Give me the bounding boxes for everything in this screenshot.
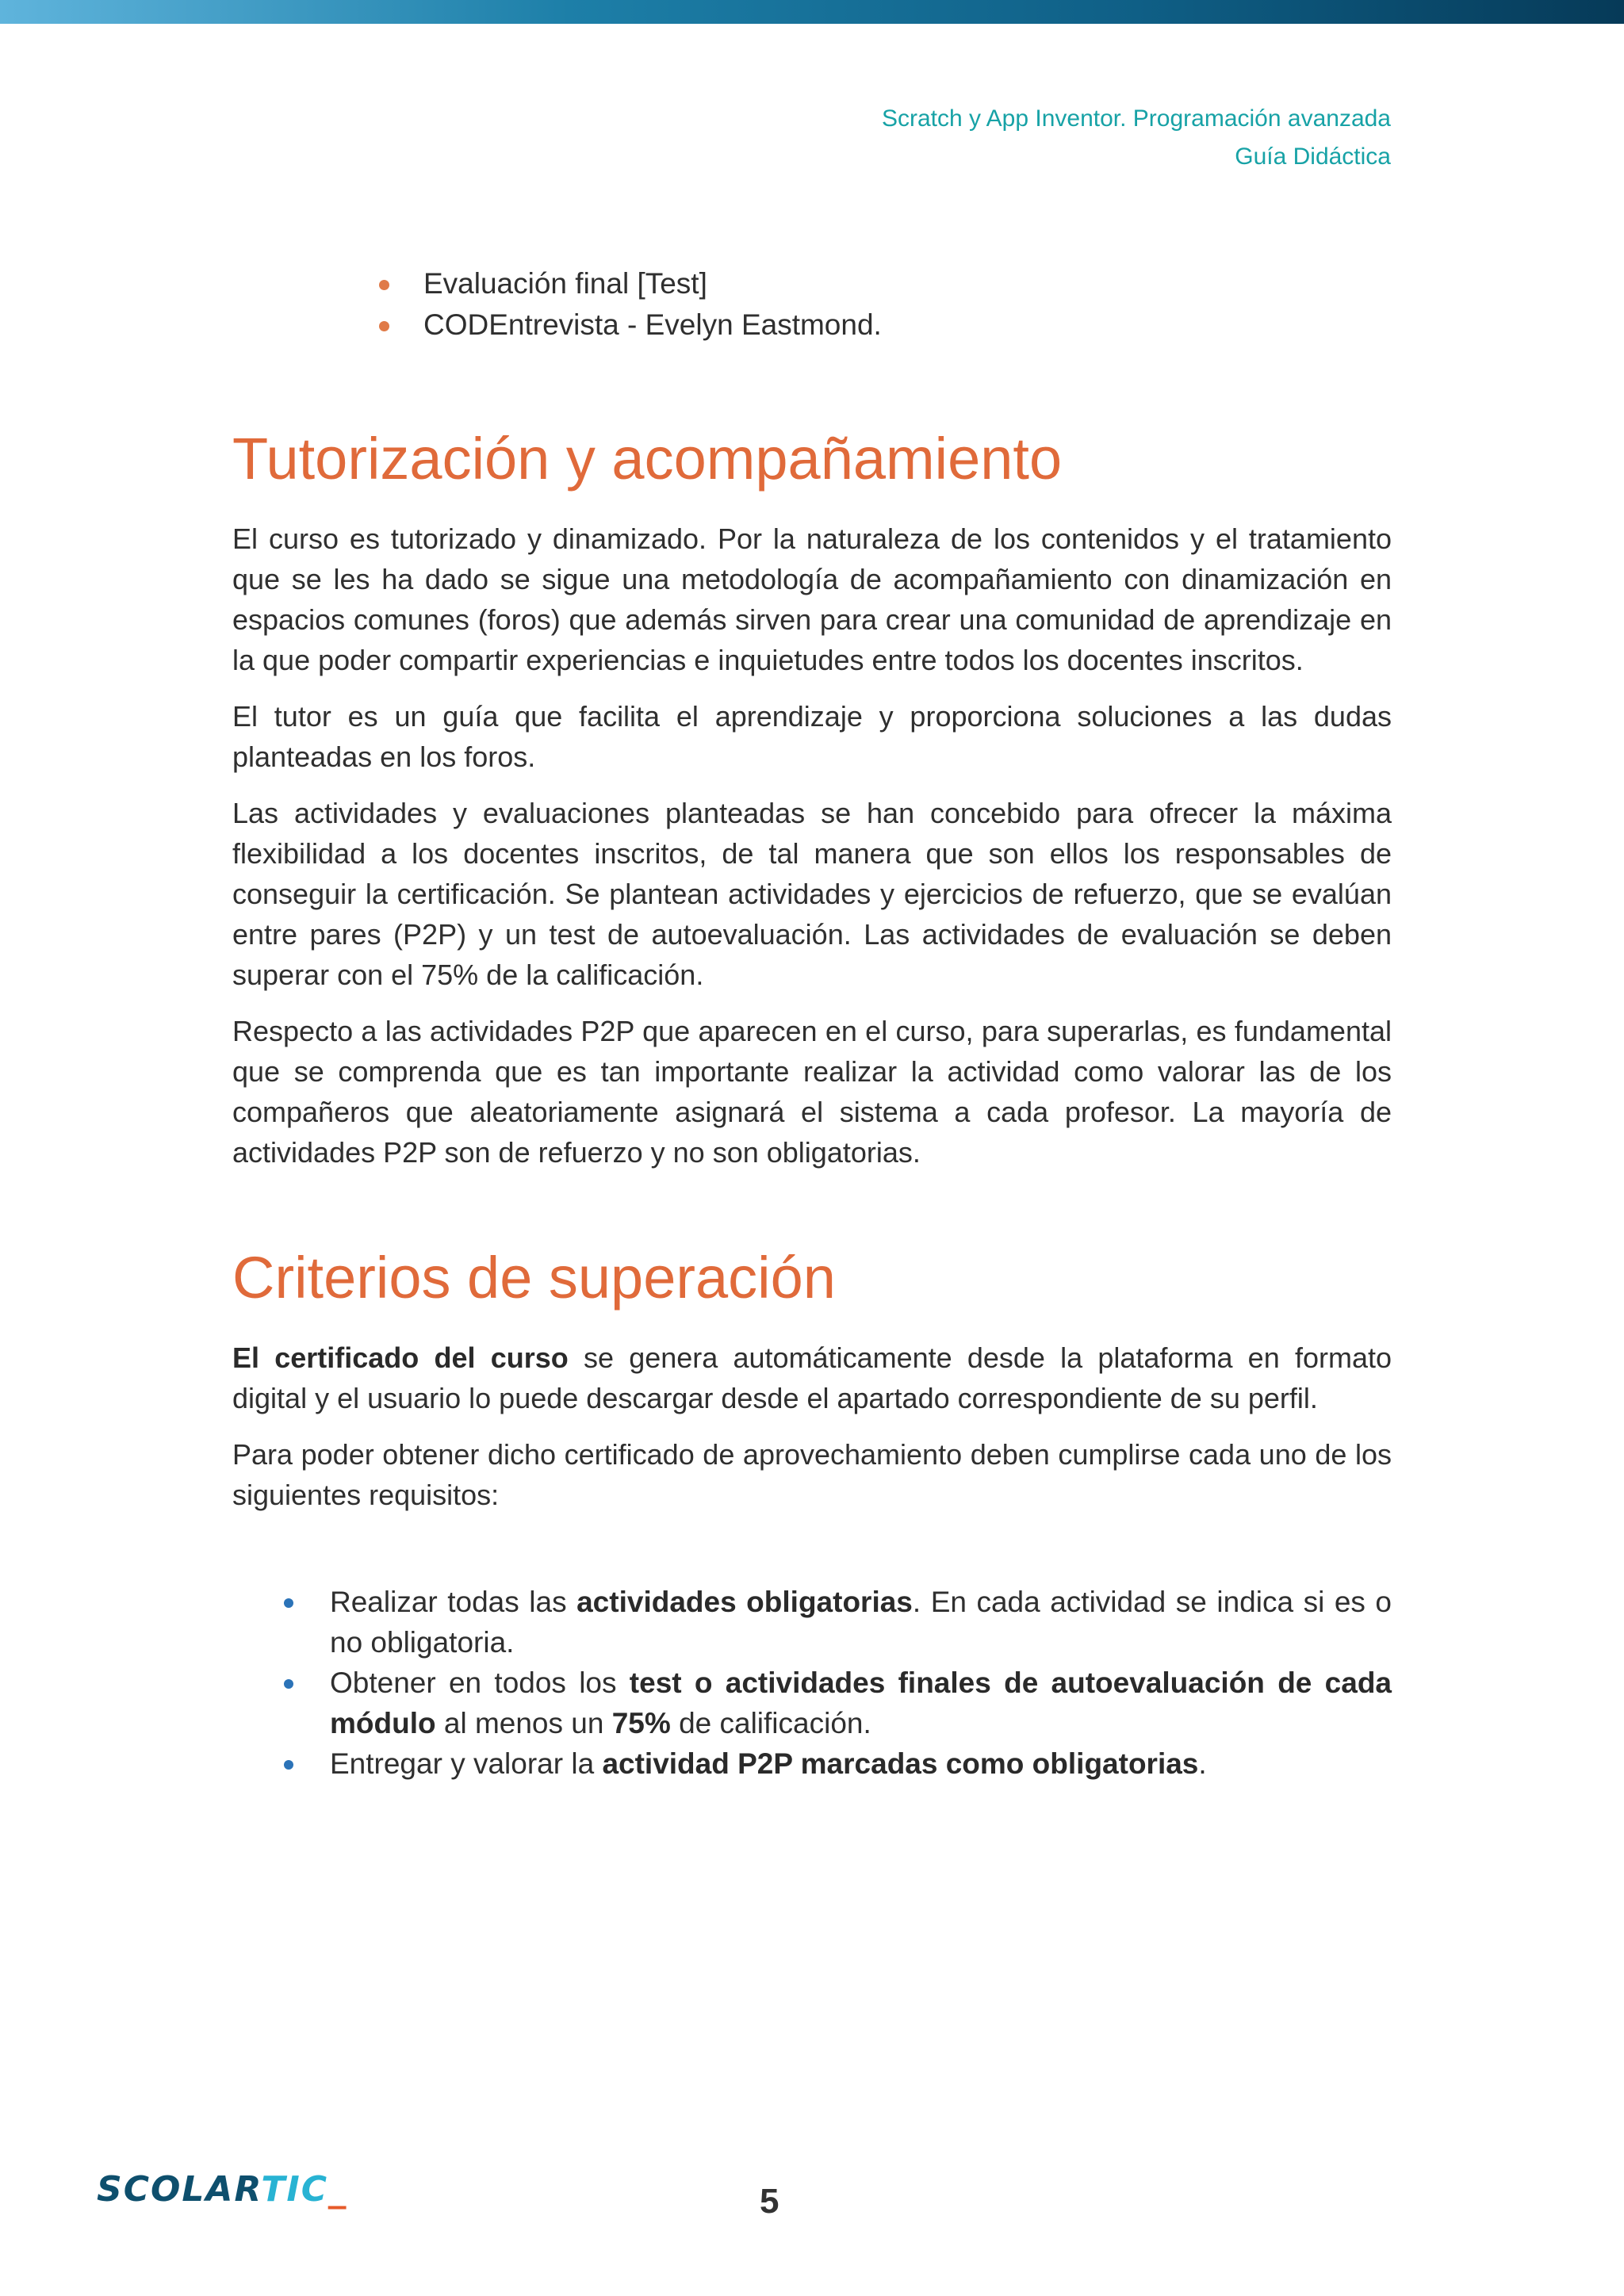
page-number: 5 [760, 2182, 779, 2221]
bold-text: 75% [611, 1707, 671, 1739]
text: al menos un [435, 1707, 612, 1739]
header-course-title: Scratch y App Inventor. Programación avanzada [881, 105, 1391, 132]
header-guide-label: Guía Didáctica [1235, 144, 1391, 170]
bold-text: El certificado del curso [232, 1341, 569, 1374]
logo-text-part: _ [328, 2169, 348, 2210]
list-item: Evaluación final [Test] [379, 263, 1392, 304]
requirement-item [232, 1663, 1392, 1743]
logo-text-part: SCOLAR [97, 2169, 262, 2210]
logo-text-part: TIC [261, 2169, 329, 2210]
top-gradient-bar [0, 0, 1624, 24]
section-title-criterios: Criterios de superación [232, 1245, 836, 1311]
text: . En cada actividad se indica si es o no obligatoria. [330, 1586, 1392, 1659]
text: Realizar todas las [330, 1586, 577, 1618]
paragraph: Respecto a las actividades P2P que aparecen en el curso, para superarlas, es fundamental que se comprenda que es tan importante realizar la actividad como valorar las de los compañeros que aleatoriamente asignará el sistema a cada profesor. La mayoría de actividades P2P son de refuerzo y no son obligatorias. [232, 1015, 1392, 1169]
page-content [232, 263, 1392, 1784]
bold-text: test o actividades finales de autoevaluación de cada módulo [330, 1667, 1392, 1739]
text: de calificación. [670, 1707, 871, 1739]
section-title-tutorizacion: Tutorización y acompañamiento [232, 426, 1063, 492]
bold-text: actividad P2P marcadas como obligatorias [602, 1747, 1199, 1780]
text: se genera automáticamente desde la plataforma en formato digital y el usuario lo puede descargar desde el apartado correspondiente de su perfil. [232, 1341, 1392, 1414]
scolartic-logo [97, 2169, 347, 2210]
text: Obtener en todos los [330, 1667, 630, 1699]
paragraph-certificado [232, 1337, 1392, 1418]
text: Entregar y valorar la [330, 1747, 603, 1780]
text: . [1198, 1747, 1207, 1780]
list-item: CODEntrevista - Evelyn Eastmond. [379, 304, 1392, 346]
requirement-item [232, 1743, 1392, 1784]
requirement-item [232, 1582, 1392, 1663]
paragraph: Las actividades y evaluaciones planteadas se han concebido para ofrecer la máxima flexibilidad a los docentes inscritos, de tal manera que son ellos los responsables de conseguir la certificación. Se plantean actividades y ejercicios de refuerzo, que se evalúan entre pares (P2P) y un test de autoevaluación. Las actividades de evaluación se deben superar con el 75% de la calificación. [232, 797, 1392, 991]
paragraph: El curso es tutorizado y dinamizado. Por la naturaleza de los contenidos y el tratamiento que se les ha dado se sigue una metodología de acompañamiento con dinamización en espacios comunes (foros) que además sirven para crear una comunidad de aprendizaje en la que poder compartir experiencias e inquietudes entre todos los docentes inscritos. [232, 522, 1392, 676]
paragraph-requisitos: Para poder obtener dicho certificado de aprovechamiento deben cumplirse cada uno de los siguientes requisitos: [232, 1438, 1392, 1511]
bold-text: actividades obligatorias [576, 1586, 913, 1618]
module-activities-list [379, 263, 1392, 346]
requirements-list [232, 1582, 1392, 1784]
page-header [882, 100, 1391, 176]
paragraph: El tutor es un guía que facilita el aprendizaje y proporciona soluciones a las dudas planteadas en los foros. [232, 700, 1392, 773]
